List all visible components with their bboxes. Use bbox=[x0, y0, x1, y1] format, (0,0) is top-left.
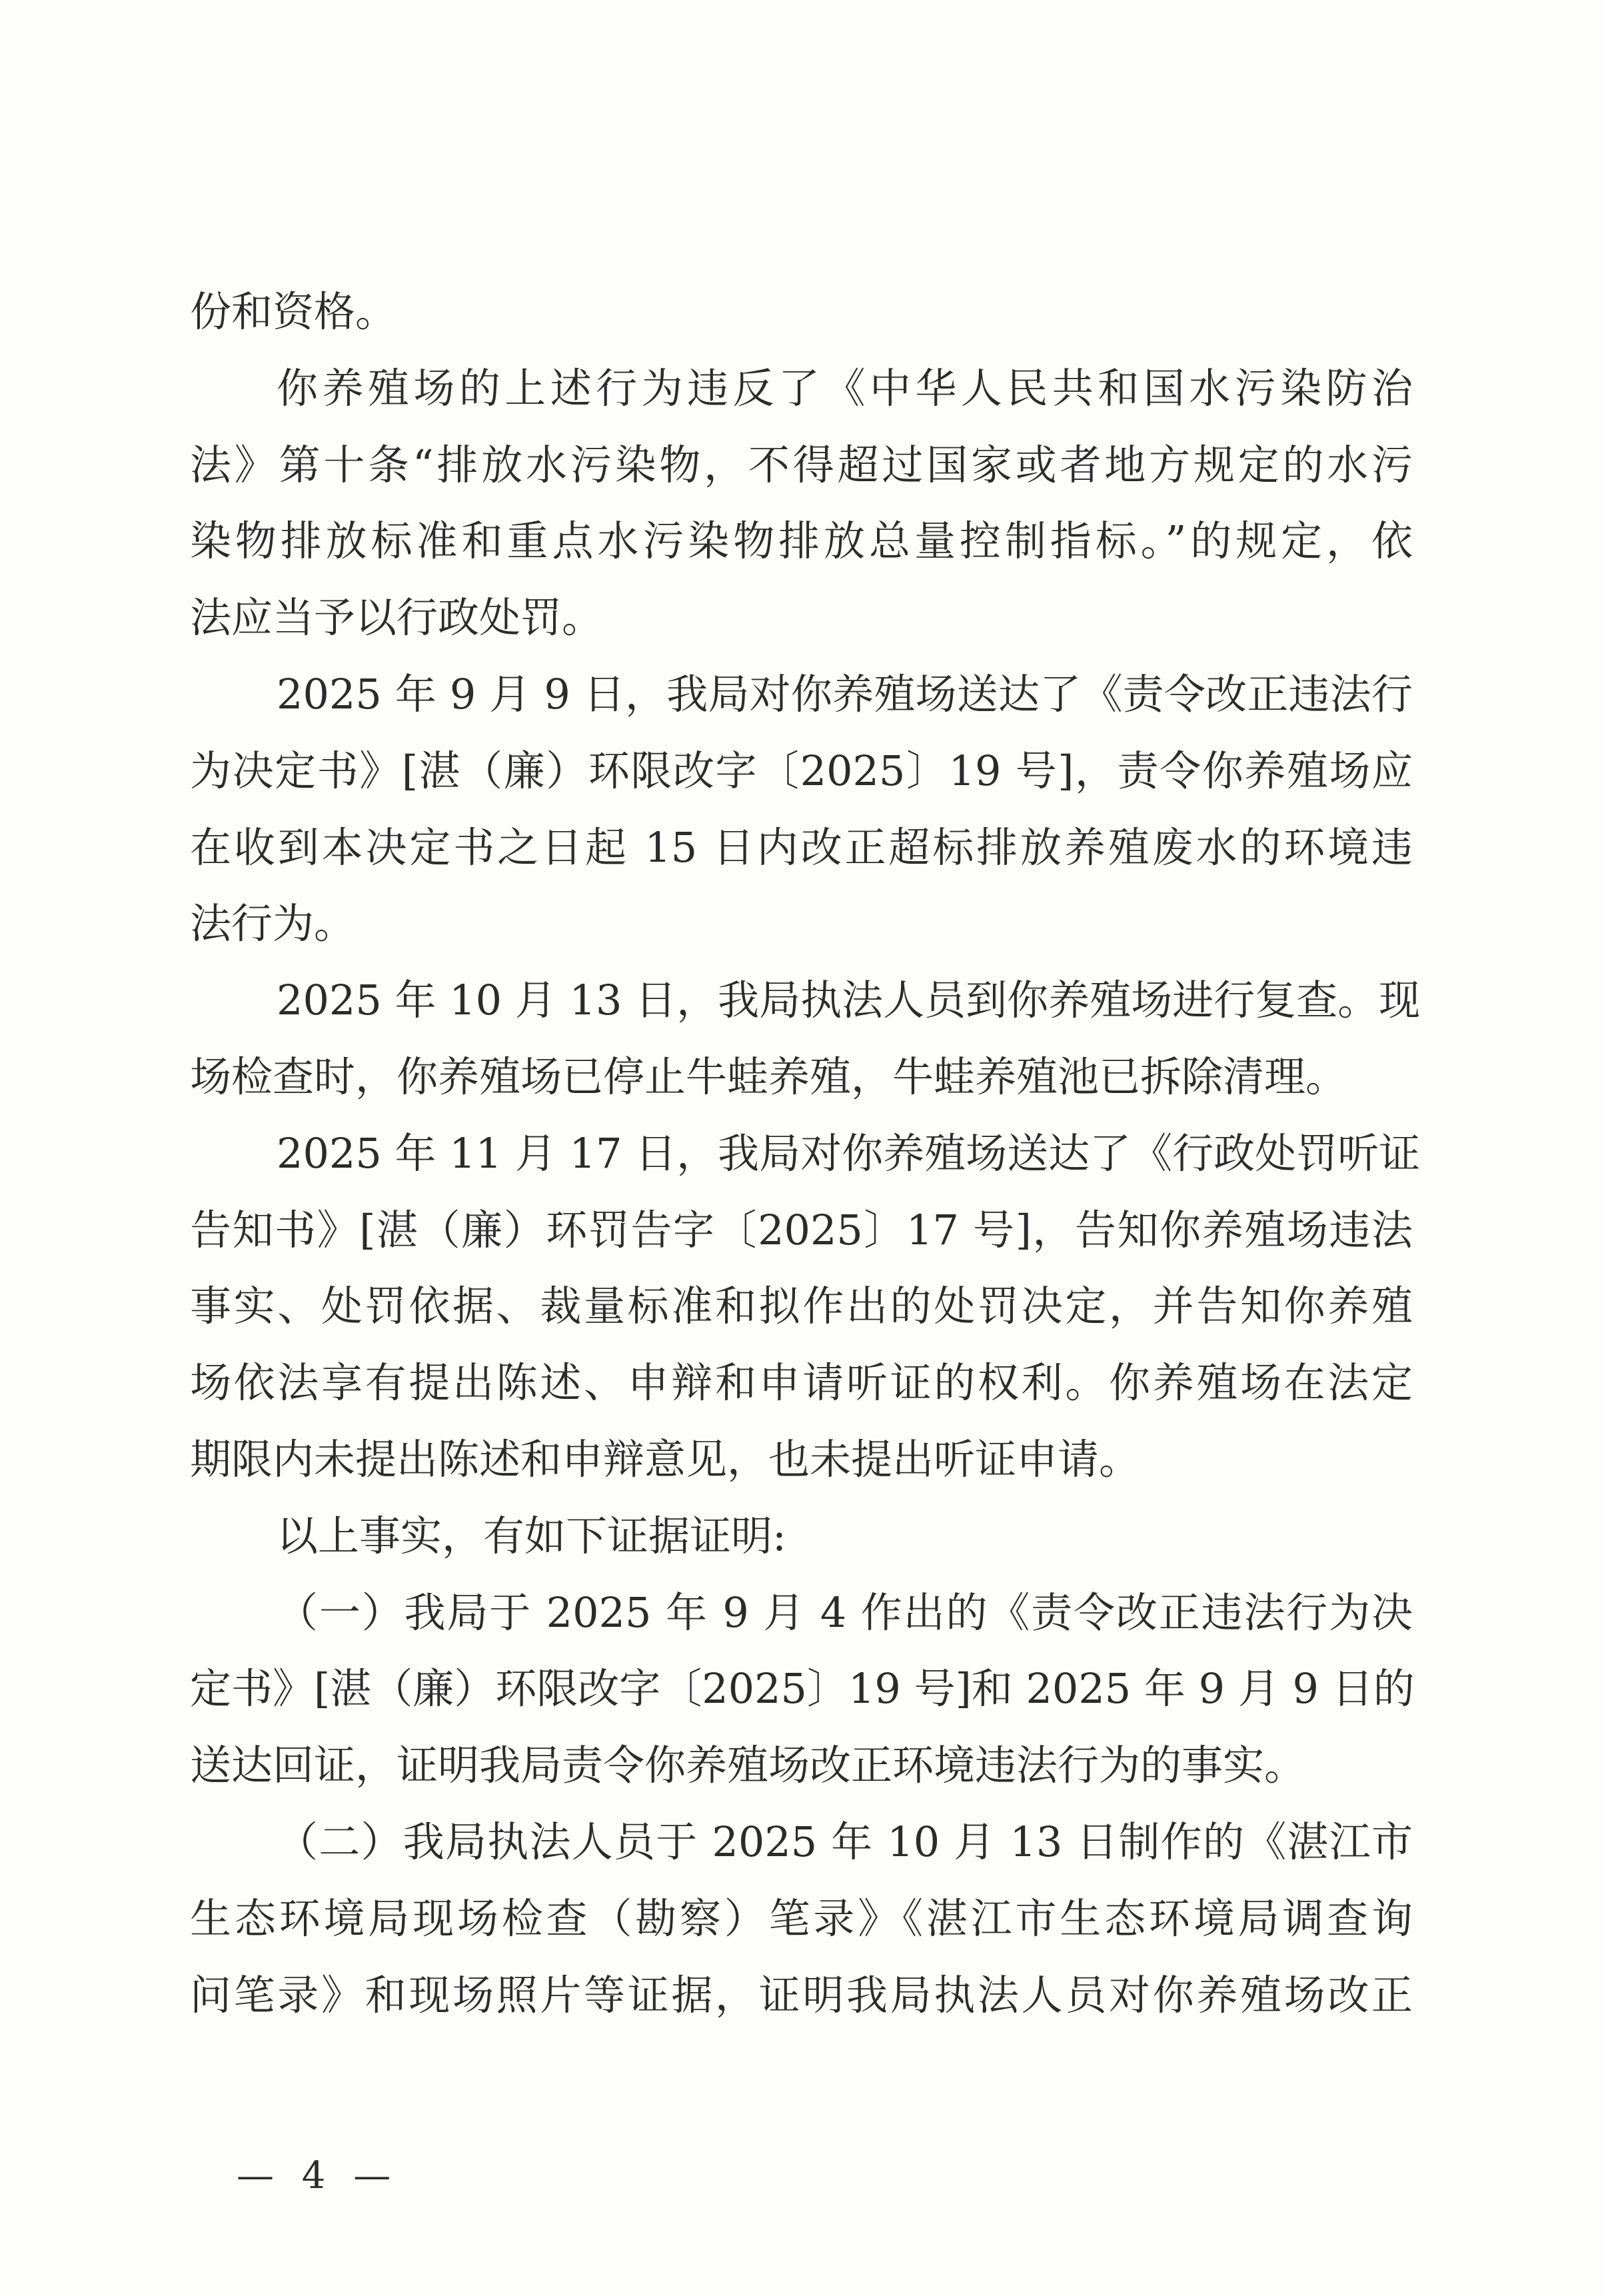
text-line: （二）我局执法人员于 2025 年 10 月 13 日制作的《湛江市 bbox=[277, 1817, 1413, 1866]
text-line: 2025 年 10 月 13 日，我局执法人员到你养殖场进行复查。现 bbox=[277, 976, 1421, 1025]
text-line: 为决定书》[湛（廉）环限改字〔2025〕19 号]，责令你养殖场应 bbox=[190, 746, 1413, 795]
text-line: 场依法享有提出陈述、申辩和申请听证的权利。你养殖场在法定 bbox=[190, 1358, 1413, 1408]
text-line: 生态环境局现场检查（勘察）笔录》《湛江市生态环境局调查询 bbox=[190, 1893, 1413, 1943]
text-line: 问笔录》和现场照片等证据，证明我局执法人员对你养殖场改正 bbox=[190, 1970, 1413, 2019]
text-line: 染物排放标准和重点水污染物排放总量控制指标。”的规定，依 bbox=[190, 517, 1413, 566]
text-line: 场检查时，你养殖场已停止牛蛙养殖，牛蛙养殖池已拆除清理。 bbox=[190, 1052, 1347, 1101]
page-number: — 4 — bbox=[237, 2154, 399, 2197]
text-line: 份和资格。 bbox=[190, 287, 397, 336]
text-line: 定书》[湛（廉）环限改字〔2025〕19 号]和 2025 年 9 月 9 日的 bbox=[190, 1664, 1415, 1714]
text-line: 法行为。 bbox=[190, 899, 356, 948]
text-line: 你养殖场的上述行为违反了《中华人民共和国水污染防治 bbox=[277, 363, 1413, 413]
text-line: 以上事实，有如下证据证明: bbox=[277, 1511, 786, 1560]
text-line: 送达回证，证明我局责令你养殖场改正环境违法行为的事实。 bbox=[190, 1741, 1306, 1790]
text-line: （一）我局于 2025 年 9 月 4 作出的《责令改正违法行为决 bbox=[277, 1588, 1413, 1637]
text-line: 事实、处罚依据、裁量标准和拟作出的处罚决定，并告知你养殖 bbox=[190, 1282, 1413, 1331]
text-line: 告知书》[湛（廉）环罚告字〔2025〕17 号]，告知你养殖场违法 bbox=[190, 1205, 1413, 1254]
text-line: 2025 年 11 月 17 日，我局对你养殖场送达了《行政处罚听证 bbox=[277, 1128, 1421, 1178]
text-line: 法》第十条“排放水污染物，不得超过国家或者地方规定的水污 bbox=[190, 440, 1413, 489]
text-line: 法应当予以行政处罚。 bbox=[190, 593, 604, 642]
text-line: 2025 年 9 月 9 日，我局对你养殖场送达了《责令改正违法行 bbox=[277, 670, 1413, 718]
text-line: 在收到本决定书之日起 15 日内改正超标排放养殖废水的环境违 bbox=[190, 822, 1413, 872]
text-line: 期限内未提出陈述和申辩意见，也未提出听证申请。 bbox=[190, 1435, 1141, 1484]
